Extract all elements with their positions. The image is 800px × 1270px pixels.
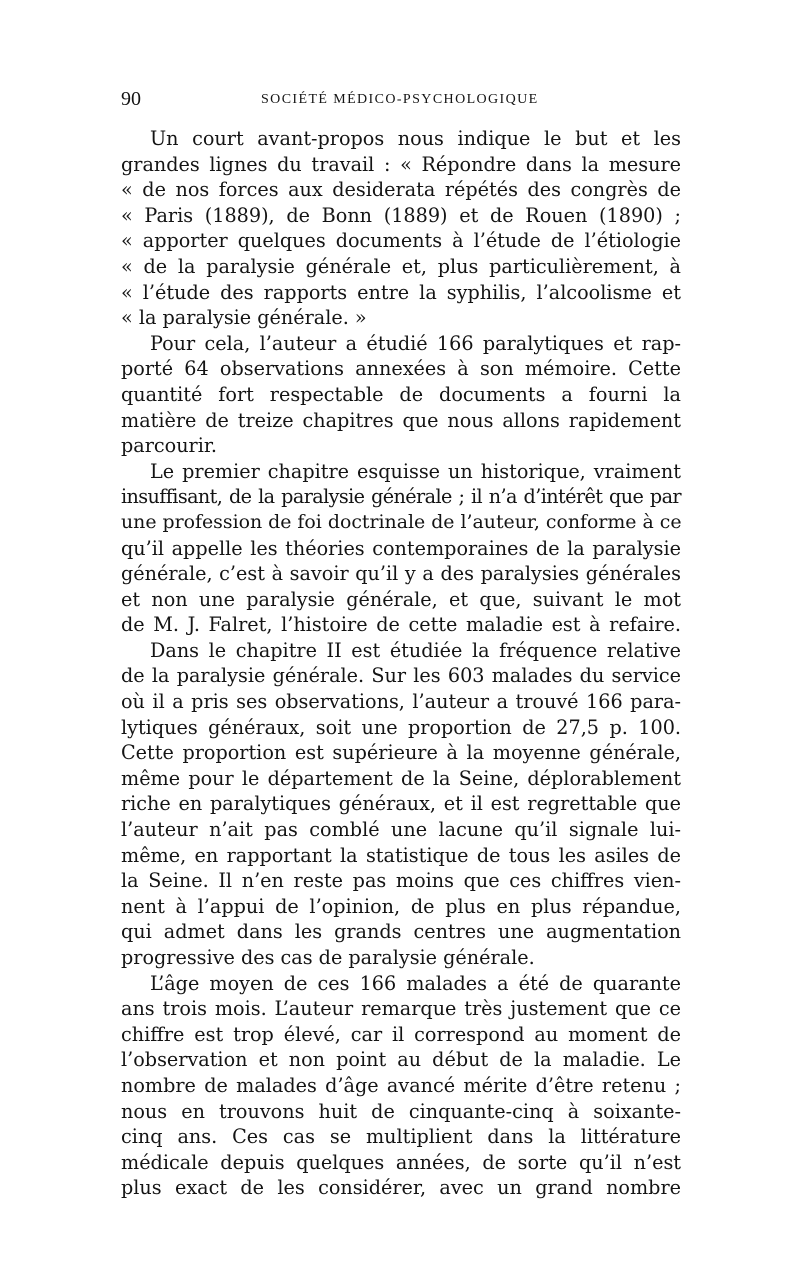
- running-head: SOCIÉTÉ MÉDICO-PSYCHOLOGIQUE: [261, 92, 539, 107]
- text-line: l’observation et non point au début de la maladie. Le: [121, 1048, 681, 1072]
- text-line: « l’étude des rapports entre la syphilis, l’alcoolisme et: [121, 280, 681, 304]
- text-line: ans trois mois. L’auteur remarque très justement que ce: [121, 997, 681, 1021]
- text-line: « de nos forces aux desiderata répétés des congrès de: [121, 178, 681, 202]
- text-line: Le premier chapitre esquisse un historique, vraiment: [150, 459, 681, 483]
- body-text: [121, 126, 681, 1201]
- text-line: matière de treize chapitres que nous allons rapidement: [121, 408, 681, 432]
- paragraph: [121, 971, 681, 1201]
- text-line: L’âge moyen de ces 166 malades a été de quarante: [150, 971, 681, 995]
- text-line: riche en paralytiques généraux, et il est regrettable que: [121, 792, 681, 816]
- text-line: nombre de malades d’âge avancé mérite d’être retenu ;: [121, 1073, 681, 1097]
- text-line: de M. J. Falret, l’histoire de cette maladie est à refaire.: [121, 613, 681, 637]
- text-line: porté 64 observations annexées à son mémoire. Cette: [121, 357, 681, 381]
- text-line: nent à l’appui de l’opinion, de plus en plus répandue,: [121, 894, 681, 918]
- page-number: 90: [121, 88, 141, 110]
- text-line: plus exact de les considérer, avec un grand nombre: [121, 1176, 681, 1200]
- text-line: où il a pris ses observations, l’auteur a trouvé 166 para-: [121, 690, 681, 714]
- text-line: médicale depuis quelques années, de sorte qu’il n’est: [121, 1150, 681, 1174]
- text-line: Dans le chapitre II est étudiée la fréquence relative: [150, 638, 681, 662]
- text-line: Un court avant-propos nous indique le but et les: [150, 127, 681, 150]
- text-line: parcourir.: [121, 434, 218, 458]
- text-line: de la paralysie générale. Sur les 603 malades du service: [121, 664, 681, 688]
- paragraph: [121, 331, 681, 459]
- paragraph: [121, 459, 681, 638]
- text-line: nous en trouvons huit de cinquante-cinq à soixante-: [121, 1099, 681, 1123]
- text-line: qui admet dans les grands centres une augmentation: [121, 920, 681, 944]
- text-line: qu’il appelle les théories contemporaines de la paralysie: [121, 536, 681, 560]
- paragraph: [121, 126, 681, 331]
- text-line: lytiques généraux, soit une proportion de 27,5 p. 100.: [121, 715, 681, 739]
- text-line: générale, c’est à savoir qu’il y a des paralysies générales: [121, 562, 681, 586]
- text-line: l’auteur n’ait pas comblé une lacune qu’il signale lui-: [121, 818, 681, 842]
- text-line: « apporter quelques documents à l’étude de l’étiologie: [121, 229, 681, 253]
- text-line: même pour le département de la Seine, déplorablement: [121, 766, 681, 790]
- text-line: une profession de foi doctrinale de l’auteur, conforme à ce: [121, 510, 682, 533]
- text-line: progressive des cas de paralysie générale.: [121, 946, 535, 969]
- text-line: Pour cela, l’auteur a étudié 166 paralytiques et rap-: [150, 331, 681, 355]
- text-line: et non une paralysie générale, et que, suivant le mot: [121, 587, 681, 611]
- paragraph: [121, 638, 681, 971]
- text-line: « la paralysie générale. »: [121, 306, 367, 330]
- page-header: [121, 88, 681, 118]
- text-line: « Paris (1889), de Bonn (1889) et de Rouen (1890) ;: [121, 203, 681, 227]
- text-line: chiffre est trop élevé, car il correspond au moment de: [121, 1022, 681, 1046]
- text-line: même, en rapportant la statistique de tous les asiles de: [121, 843, 681, 867]
- text-line: la Seine. Il n’en reste pas moins que ces chiffres vien-: [121, 869, 681, 893]
- text-line: insuffisant, de la paralysie générale ; il n’a d’intérêt que par: [121, 485, 681, 509]
- text-line: grandes lignes du travail : « Répondre dans la mesure: [121, 152, 681, 176]
- text-line: cinq ans. Ces cas se multiplient dans la littérature: [121, 1125, 681, 1149]
- text-line: Cette proportion est supérieure à la moyenne générale,: [121, 741, 681, 765]
- text-line: quantité fort respectable de documents a fourni la: [121, 382, 681, 406]
- text-line: « de la paralysie générale et, plus particulièrement, à: [121, 254, 681, 278]
